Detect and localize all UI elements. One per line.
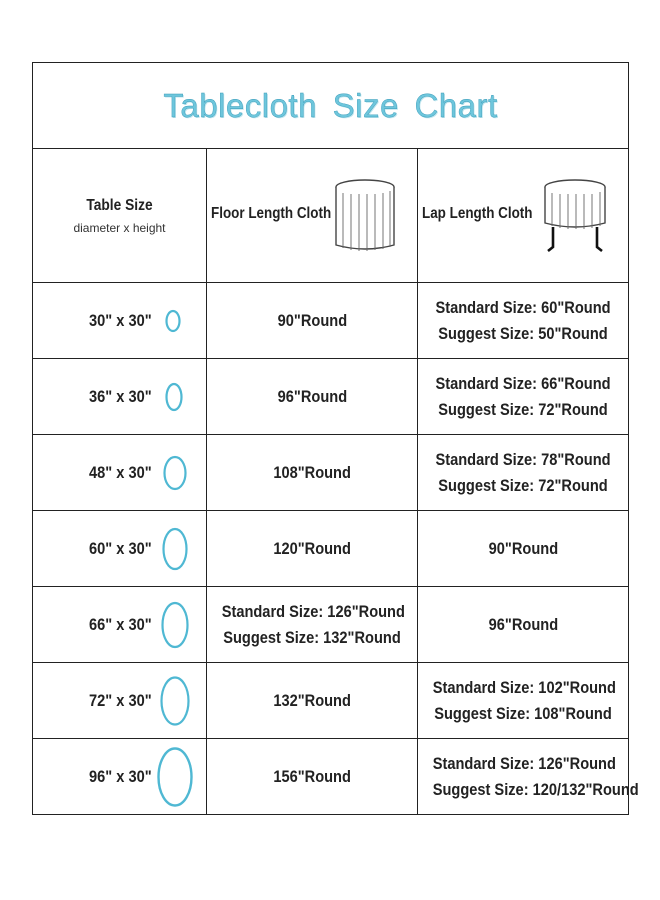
table-size-cell (33, 359, 207, 435)
table-row (33, 435, 629, 511)
lap-length-cell (418, 739, 639, 815)
table-row (33, 283, 629, 359)
floor-length-cell (207, 283, 418, 359)
header-table-size (33, 149, 207, 283)
lap-length-value: 90"Round (488, 538, 558, 558)
lap-length-cell (418, 283, 629, 359)
floor-length-cell (207, 435, 418, 511)
lap-length-round-table-icon (540, 177, 610, 257)
floor-length-cell (207, 359, 418, 435)
floor-length-value: 90"Round (277, 310, 347, 330)
lap-suggest-size: Suggest Size: 72"Round (438, 475, 608, 495)
table-row (33, 359, 629, 435)
lap-length-cell (418, 587, 629, 663)
table-diameter-circle-icon (163, 381, 185, 413)
table-diameter-circle-icon (160, 526, 190, 572)
lap-length-value: 96"Round (488, 614, 558, 634)
table-size-cell (33, 587, 207, 663)
floor-standard-size: Standard Size: 126"Round (221, 601, 405, 621)
floor-suggest-size: Suggest Size: 132"Round (223, 627, 401, 647)
table-size-value: 30" x 30" (89, 310, 152, 330)
title-cell (33, 63, 629, 149)
table-size-cell (33, 435, 207, 511)
table-diameter-circle-icon (163, 308, 183, 334)
floor-length-round-table-icon (332, 177, 398, 257)
lap-suggest-size: Suggest Size: 108"Round (434, 703, 612, 723)
lap-length-cell (418, 435, 629, 511)
floor-length-value: 156"Round (273, 766, 351, 786)
lap-standard-size: Standard Size: 78"Round (435, 449, 611, 469)
table-row (33, 663, 629, 739)
header-row (33, 149, 629, 283)
table-size-value: 72" x 30" (89, 690, 152, 710)
floor-length-cell (207, 663, 418, 739)
table-size-value: 36" x 30" (89, 386, 152, 406)
table-diameter-circle-icon (161, 454, 189, 492)
lap-length-cell (418, 663, 629, 739)
table-size-value: 66" x 30" (89, 614, 152, 634)
table-size-value: 60" x 30" (89, 538, 152, 558)
table-size-cell (33, 663, 207, 739)
table-size-cell (33, 283, 207, 359)
lap-suggest-size: Suggest Size: 120/132"Round (432, 779, 639, 799)
floor-length-cell (207, 511, 418, 587)
lap-suggest-size: Suggest Size: 50"Round (438, 323, 608, 343)
floor-length-heading: Floor Length Cloth (211, 205, 332, 222)
table-diameter-circle-icon (155, 745, 195, 809)
table-size-heading: Table Size (86, 196, 153, 214)
table-row (33, 739, 629, 815)
lap-length-cell (418, 511, 629, 587)
lap-length-cell (418, 359, 629, 435)
floor-length-cell (207, 587, 418, 663)
lap-suggest-size: Suggest Size: 72"Round (438, 399, 608, 419)
floor-length-cell (207, 739, 418, 815)
header-lap-length (418, 149, 629, 283)
table-size-value: 96" x 30" (89, 766, 152, 786)
floor-length-value: 120"Round (273, 538, 351, 558)
table-row (33, 511, 629, 587)
floor-length-value: 108"Round (273, 462, 351, 482)
floor-length-value: 96"Round (277, 386, 347, 406)
table-diameter-circle-icon (158, 674, 192, 728)
header-floor-length (207, 149, 418, 283)
lap-standard-size: Standard Size: 126"Round (432, 753, 616, 773)
size-chart-table (32, 62, 639, 815)
floor-length-value: 132"Round (273, 690, 351, 710)
lap-standard-size: Standard Size: 102"Round (432, 677, 616, 697)
lap-standard-size: Standard Size: 66"Round (435, 373, 611, 393)
lap-standard-size: Standard Size: 60"Round (435, 297, 611, 317)
lap-length-heading: Lap Length Cloth (422, 205, 533, 222)
table-size-cell (33, 739, 207, 815)
table-diameter-circle-icon (159, 600, 191, 650)
table-size-cell (33, 511, 207, 587)
table-size-subheading: diameter x height (73, 220, 166, 235)
table-row (33, 587, 629, 663)
chart-title: Tablecloth Size Chart (163, 86, 498, 124)
table-size-value: 48" x 30" (89, 462, 152, 482)
